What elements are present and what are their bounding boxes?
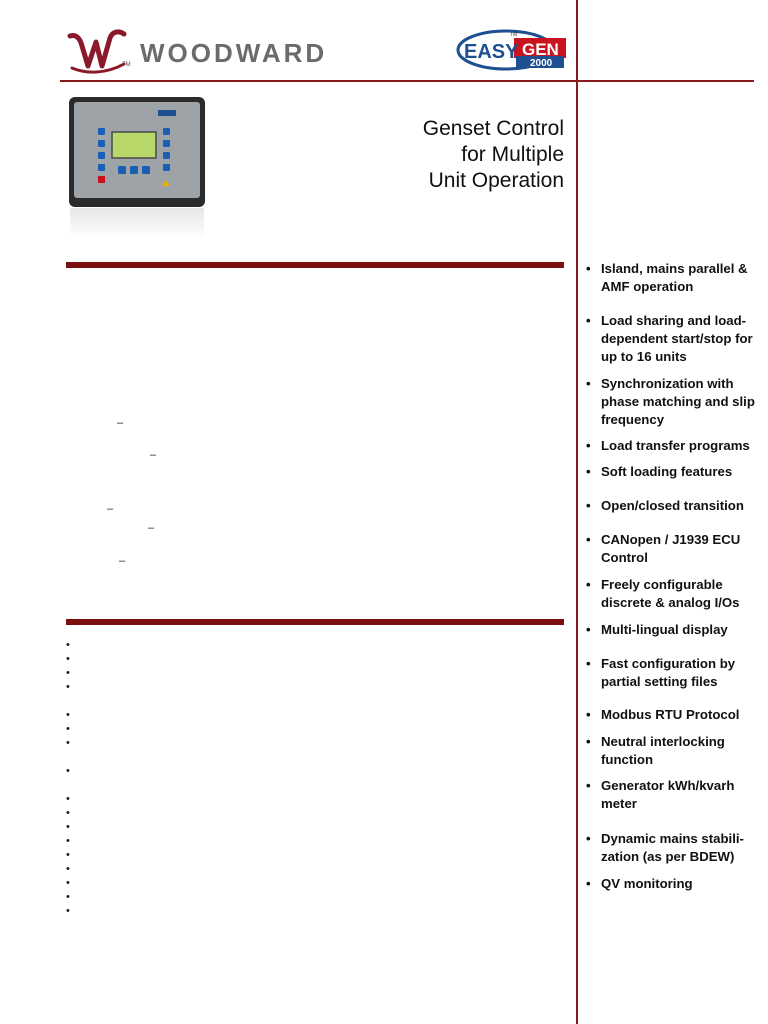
bullet: • — [586, 464, 591, 479]
bullet: • — [586, 831, 591, 846]
easygen-part2: GEN — [522, 40, 559, 59]
brand-trademark: TM — [122, 62, 131, 68]
easygen-part1: EASY — [464, 41, 519, 63]
bullet: • — [586, 734, 591, 749]
easygen-2000-logo — [456, 28, 568, 72]
easygen-model: 2000 — [530, 58, 553, 69]
bullet: • — [586, 438, 591, 453]
bullet: • — [586, 261, 591, 276]
left-bullet: • — [66, 835, 70, 847]
section-divider-bar — [66, 619, 564, 625]
bullet: • — [586, 498, 591, 513]
left-bullet: • — [66, 793, 70, 805]
left-bullet: • — [66, 653, 70, 665]
page-title — [300, 116, 564, 194]
left-bullet: • — [66, 723, 70, 735]
left-bullet: • — [66, 849, 70, 861]
woodward-logo — [66, 28, 366, 78]
left-bullet: • — [66, 765, 70, 777]
dash-mark: – — [150, 449, 157, 461]
dash-mark: – — [107, 503, 114, 515]
dash-mark: – — [119, 555, 126, 567]
controller-product-image — [68, 96, 206, 208]
left-bullet: • — [66, 639, 70, 651]
title-line: Genset Control — [422, 117, 564, 140]
section-divider-bar — [66, 262, 564, 268]
bullet: • — [586, 532, 591, 547]
left-bullet: • — [66, 905, 70, 917]
woodward-w-mark-icon — [66, 28, 128, 74]
bullet: • — [586, 376, 591, 391]
left-bullet: • — [66, 807, 70, 819]
column-divider — [576, 0, 578, 1024]
easygen-trademark: TM — [510, 32, 518, 38]
product-reflection — [70, 208, 204, 238]
left-bullet: • — [66, 681, 70, 693]
dash-mark: – — [117, 417, 124, 429]
bullet: • — [586, 622, 591, 637]
left-bullet: • — [66, 709, 70, 721]
left-bullet: • — [66, 877, 70, 889]
bullet: • — [586, 876, 591, 891]
title-line: for Multiple — [461, 143, 564, 166]
left-bullet: • — [66, 863, 70, 875]
left-bullet: • — [66, 737, 70, 749]
brand-name: WOODWARD — [140, 38, 328, 68]
left-bullet: • — [66, 821, 70, 833]
left-bullet: • — [66, 891, 70, 903]
header-rule — [60, 80, 754, 82]
left-bullet: • — [66, 667, 70, 679]
bullet: • — [586, 313, 591, 328]
bullet: • — [586, 577, 591, 592]
bullet: • — [586, 707, 591, 722]
dash-mark: – — [148, 522, 155, 534]
title-line: Unit Operation — [428, 169, 564, 192]
bullet: • — [586, 778, 591, 793]
bullet: • — [586, 656, 591, 671]
